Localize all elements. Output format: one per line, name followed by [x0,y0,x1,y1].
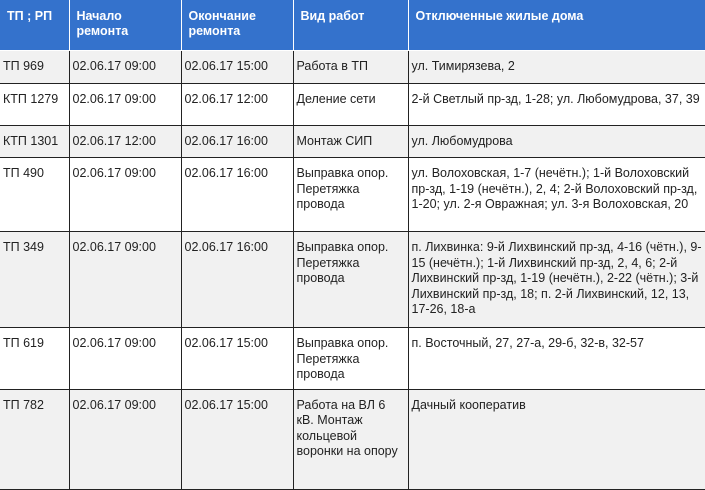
cell-houses: ул. Любомудрова [408,126,705,158]
cell-start: 02.06.17 09:00 [69,328,181,390]
cell-work: Монтаж СИП [293,126,408,158]
table-row [0,158,705,232]
header-end: Окончание ремонта [181,0,293,51]
cell-end: 02.06.17 16:00 [181,232,293,328]
cell-work: Работа в ТП [293,51,408,84]
cell-start: 02.06.17 09:00 [69,232,181,328]
cell-houses: п. Восточный, 27, 27-а, 29-б, 32-в, 32-57 [408,328,705,390]
cell-start: 02.06.17 09:00 [69,158,181,232]
table-row [0,389,705,489]
table-body [0,51,705,490]
cell-end: 02.06.17 15:00 [181,328,293,390]
cell-end: 02.06.17 16:00 [181,158,293,232]
cell-end: 02.06.17 16:00 [181,126,293,158]
header-work: Вид работ [293,0,408,51]
cell-tp: КТП 1301 [0,126,69,158]
cell-houses: ул. Волоховская, 1-7 (нечётн.); 1-й Волоховский пр-зд, 1-19 (нечётн.), 2, 4; 2-й Волоховский пр-зд, 1-20; ул. 2-я Овражная; ул. 3-я Волоховская, 20 [408,158,705,232]
cell-work: Выправка опор. Перетяжка провода [293,158,408,232]
header-houses: Отключенные жилые дома [408,0,705,51]
cell-houses: 2-й Светлый пр-зд, 1-28; ул. Любомудрова, 37, 39 [408,84,705,126]
table-row [0,232,705,328]
cell-tp: ТП 619 [0,328,69,390]
table-row [0,126,705,158]
cell-houses: ул. Тимирязева, 2 [408,51,705,84]
cell-end: 02.06.17 15:00 [181,389,293,489]
cell-work: Выправка опор. Перетяжка провода [293,328,408,390]
cell-houses: п. Лихвинка: 9-й Лихвинский пр-зд, 4-16 (чётн.), 9-15 (нечётн.); 1-й Лихвинский пр-зд, 2, 4, 6; 2-й Лихвинский пр-зд, 1-19 (нечётн.), 2-22 (чётн.); 3-й Лихвинский пр-зд, 18; п. 2-й Лихвинский, 12, 13, 17-26, 18-а [408,232,705,328]
header-start: Начало ремонта [69,0,181,51]
cell-start: 02.06.17 09:00 [69,84,181,126]
cell-work: Деление сети [293,84,408,126]
cell-work: Выправка опор. Перетяжка провода [293,232,408,328]
cell-end: 02.06.17 15:00 [181,51,293,84]
table-row [0,84,705,126]
cell-tp: ТП 490 [0,158,69,232]
cell-tp: ТП 969 [0,51,69,84]
cell-tp: ТП 349 [0,232,69,328]
cell-tp: КТП 1279 [0,84,69,126]
cell-start: 02.06.17 09:00 [69,51,181,84]
table-row [0,328,705,390]
cell-work: Работа на ВЛ 6 кВ. Монтаж кольцевой воронки на опору [293,389,408,489]
cell-houses: Дачный кооператив [408,389,705,489]
table-header [0,0,705,51]
header-row [0,0,705,51]
cell-start: 02.06.17 12:00 [69,126,181,158]
cell-start: 02.06.17 09:00 [69,389,181,489]
table-row [0,51,705,84]
header-tp: ТП ; РП [0,0,69,51]
cell-end: 02.06.17 12:00 [181,84,293,126]
cell-tp: ТП 782 [0,389,69,489]
